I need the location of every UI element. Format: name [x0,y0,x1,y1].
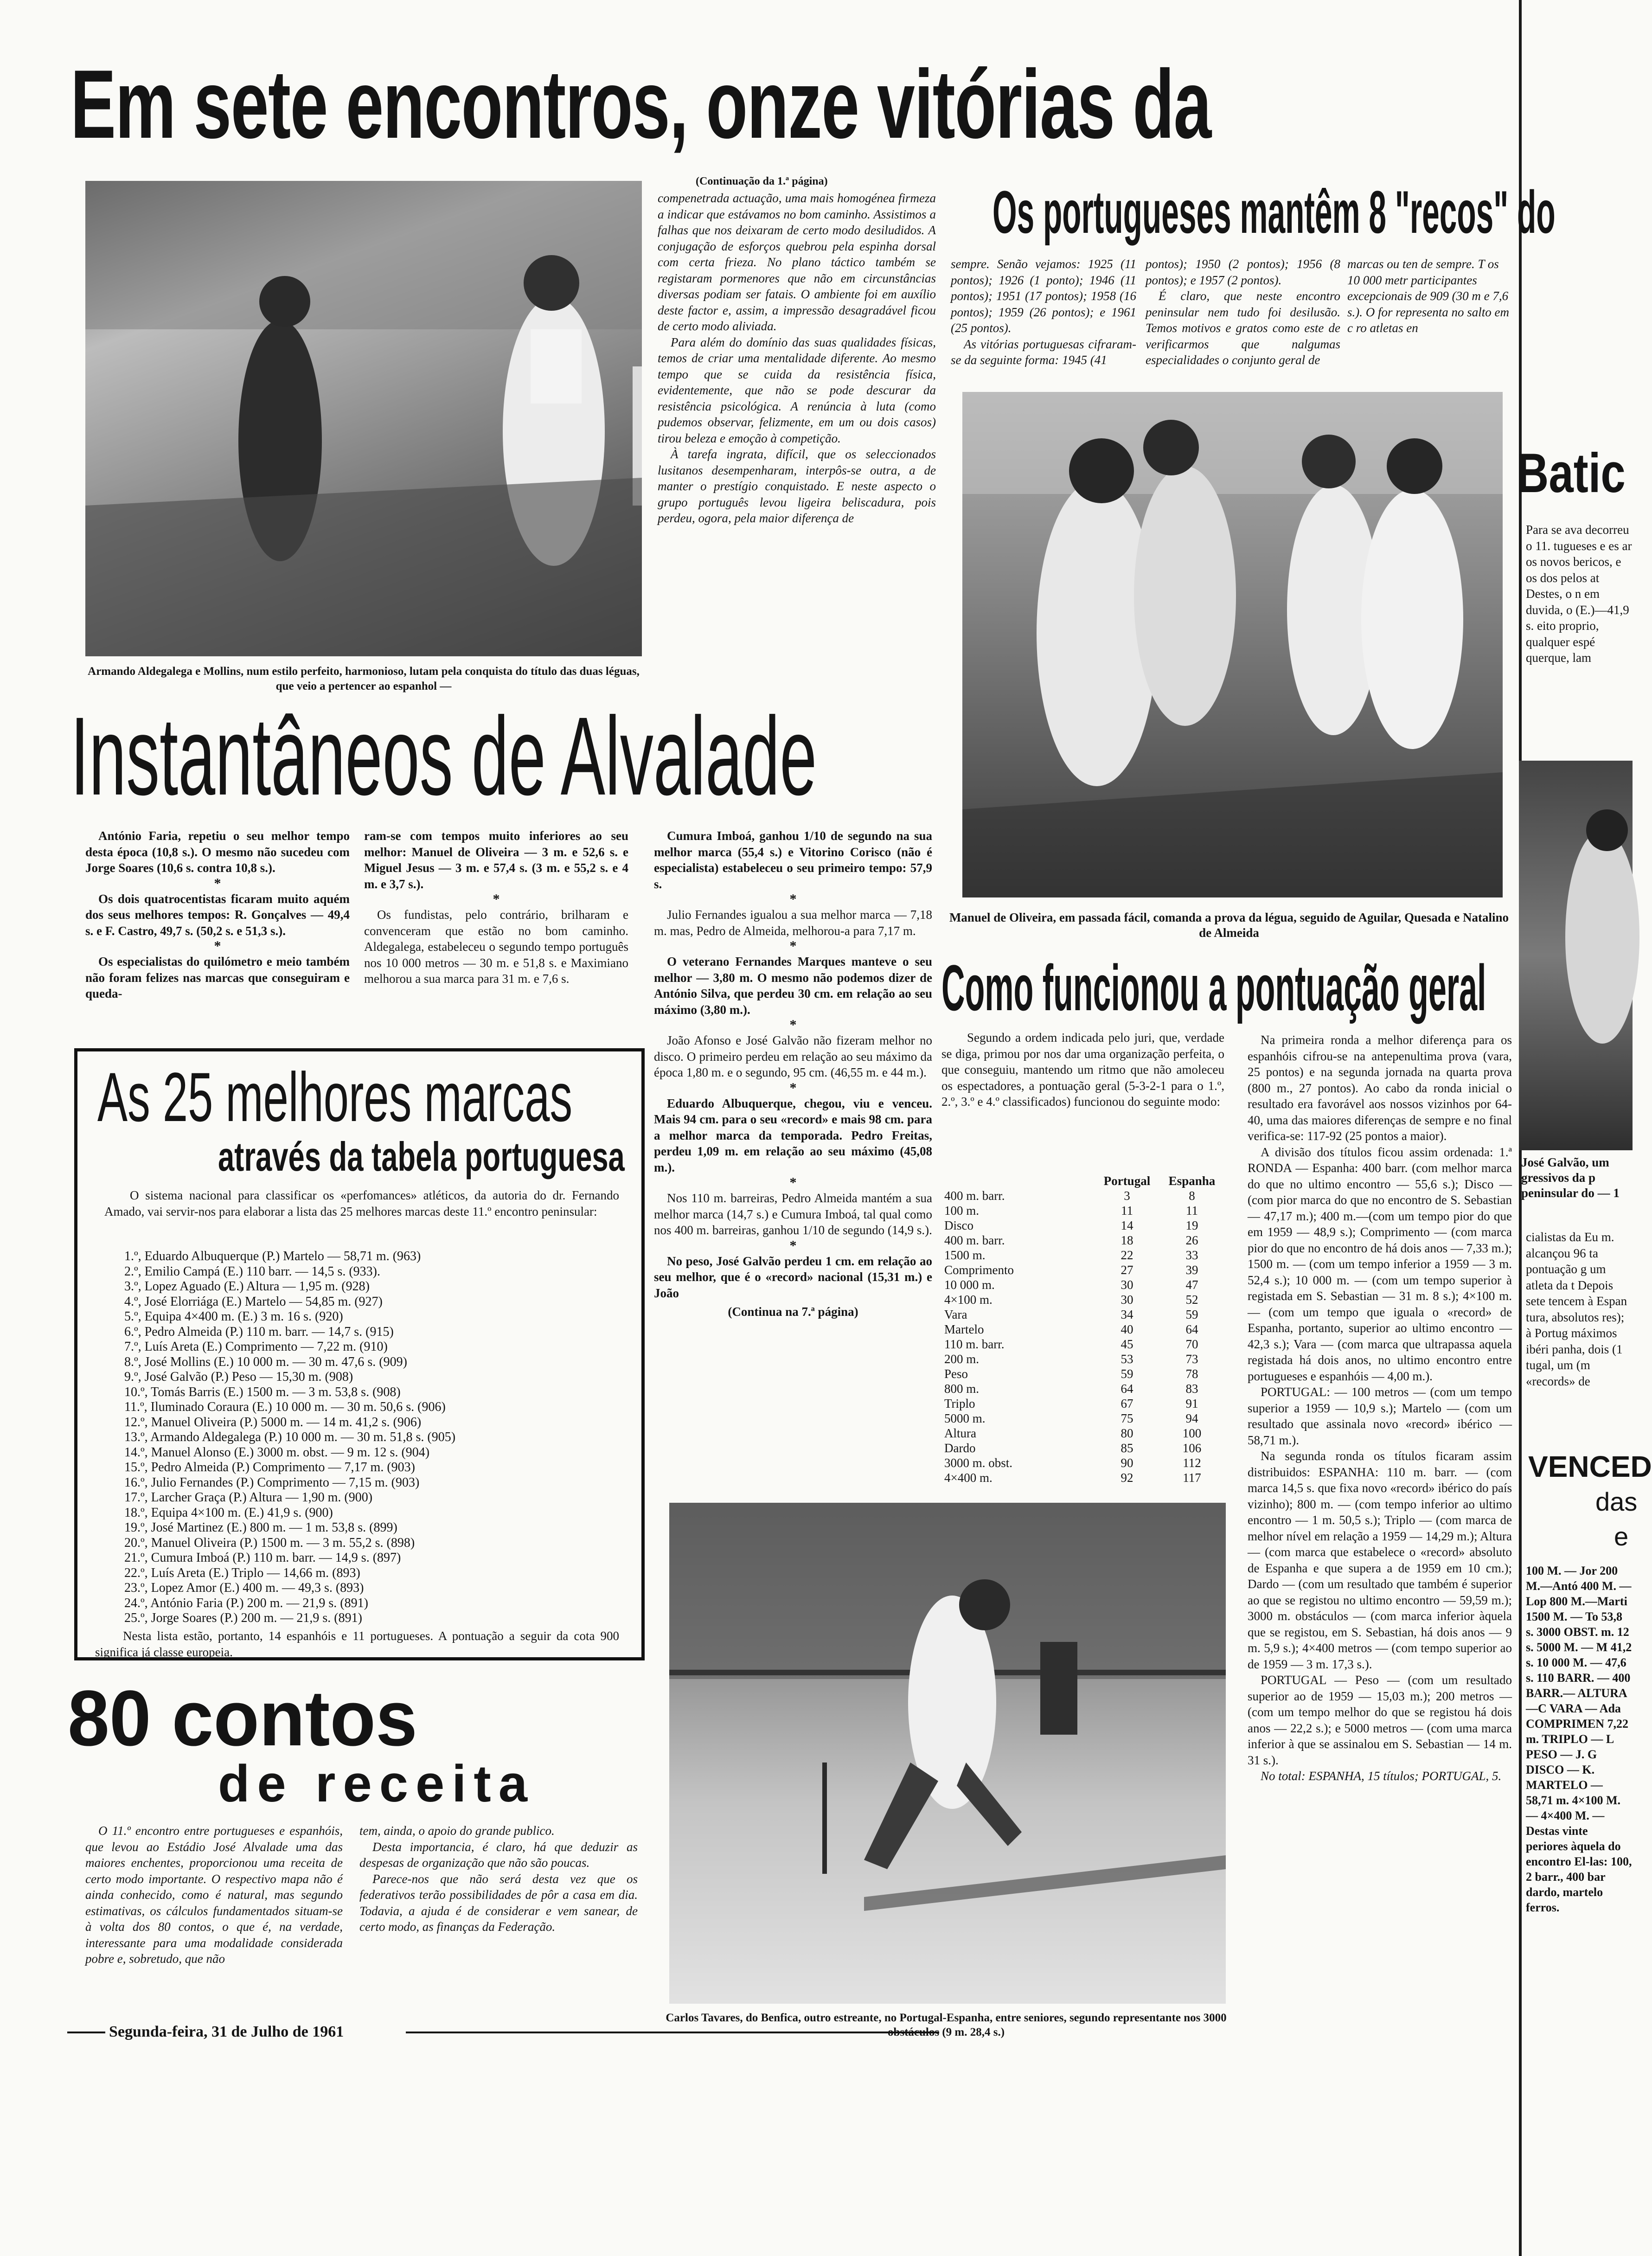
records-col-1 [951,256,1136,368]
points-table-row [941,1381,1224,1396]
points-table-row [941,1188,1224,1203]
points-header-cell [941,1173,1095,1188]
points-score-cell: 70 [1185,1337,1198,1351]
points-table-row [941,1441,1224,1455]
points-event-cell: 3000 m. obst. [944,1456,1013,1470]
points-table-row [941,1277,1224,1292]
best25-row: 17.º, Larcher Graça (P.) Altura — 1,90 m. (900) [124,1490,373,1505]
points-event-cell: Disco [944,1218,973,1232]
contos-col-2 [359,1823,638,1935]
points-score-cell: 117 [1183,1471,1201,1485]
instant-paragraph: António Faria, repetiu o seu melhor tempo desta época (10,8 s.). O mesmo não sucedeu com Jorge Soares (10,6 s. contra 10,8 s.). [85,829,350,875]
pontuacao-paragraph: Na primeira ronda a melhor diferença para os espanhóis cifrou-se na antepenultima prova (vara, 25 pontos) e na segunda jornada na quarta prova (800 m., 27 pontos). Ao cabo da ronda inicial o resultado era favorável aos nossos vizinhos por 64-40, uma das maiores diferenças de sempre e no final verifica-se: 117-92 (25 pontos a maior). [1248,1033,1512,1143]
points-score-cell: 64 [1185,1322,1198,1336]
points-table-row [941,1203,1224,1218]
points-score-cell: 91 [1185,1397,1198,1410]
points-event-cell: 5000 m. [944,1411,986,1425]
best25-title: As 25 melhores marcas [97,1058,573,1136]
points-score-cell: 39 [1185,1263,1198,1277]
points-header-cell: Portugal [1103,1174,1151,1188]
points-event-cell: Triplo [944,1397,975,1410]
best25-row: 11.º, Iluminado Coraura (E.) 10 000 m. — 30 m. 50,6 s. (906) [124,1400,446,1414]
vencedores-list: 100 M. — Jor 200 M.—Antó 400 M. — Lop 800 M.—Marti 1500 M. — To 53,8 s. 3000 OBST. m. 12 s. 5000 M. — M 41,2 s. 10 000 M. — 47,6 s. 110 BARR. — 400 BARR.— ALTURA—C VARA — Ada COMPRIMEN 7,22 m. TRIPLO — L PESO — J. G DISCO — K. MARTELO — 58,71 m. 4×100 M. — 4×400 M. — Destas vinte periores àquela do encontro El-las: 100, 2 barr., 400 bar dardo, martelo ferros. [1526,1564,1632,1914]
points-score-cell: 34 [1121,1307,1133,1321]
points-score-cell: 75 [1121,1411,1133,1425]
pontuacao-right [1248,1032,1512,1784]
best25-row: 3.º, Lopez Aguado (E.) Altura — 1,95 m. (928) [124,1279,370,1294]
points-score-cell: 94 [1185,1411,1198,1425]
instant-paragraph: No peso, José Galvão perdeu 1 cm. em relação ao seu melhor, que é o «record» nacional (15,31 m.) e João [654,1254,932,1300]
best25-row: 20.º, Manuel Oliveira (P.) 1500 m. — 3 m. 55,2 s. (898) [124,1535,415,1550]
points-score-cell: 100 [1182,1426,1202,1440]
best25-row: 15.º, Pedro Almeida (P.) Comprimento — 7,17 m. (903) [124,1460,415,1474]
points-table-row [941,1366,1224,1381]
contos-title-2: de receita [218,1755,535,1813]
points-score-cell: 90 [1121,1456,1133,1470]
points-score-cell: 64 [1121,1382,1133,1396]
separator-star: * [789,1017,797,1032]
photo-aldegalega-mollins [85,181,642,656]
separator-star: * [493,891,500,907]
points-event-cell: Comprimento [944,1263,1014,1277]
contos-paragraph: tem, ainda, o apoio do grande publico. [359,1824,555,1838]
records-title: Os portugueses mantêm 8 "recos" do [992,178,1556,246]
continuation-text [658,190,936,526]
instant-paragraph: Cumura Imboá, ganhou 1/10 de segundo na sua melhor marca (55,4 s.) e Vitorino Corisco (não é especialista) estabeleceu o seu primeiro tempo: 57,9 s. [654,829,932,891]
records-col-2 [1146,256,1340,368]
points-score-cell: 85 [1121,1441,1133,1455]
points-table-row [941,1337,1224,1352]
masthead-title: Em sete encontros, onze vitórias da [70,50,1211,159]
points-score-cell: 8 [1189,1189,1195,1203]
separator-star: * [789,938,797,954]
records-paragraph: pontos); 1950 (2 pontos); 1956 (8 pontos); e 1957 (2 pontos). [1146,257,1340,287]
points-event-cell: 110 m. barr. [944,1337,1005,1351]
points-table-row [941,1307,1224,1322]
best25-row: 2.º, Emilio Campá (E.) 110 barr. — 14,5 s. (933). [124,1264,381,1279]
continua-label: (Continua na 7.ª página) [728,1305,858,1319]
date-rule-left [67,2032,105,2033]
best25-list [124,1249,616,1626]
points-score-cell: 26 [1185,1233,1198,1247]
points-event-cell: 400 m. barr. [944,1233,1005,1247]
points-table-row [941,1218,1224,1233]
best25-row: 14.º, Manuel Alonso (E.) 3000 m. obst. — 9 m. 12 s. (904) [124,1445,430,1460]
points-score-cell: 19 [1185,1218,1198,1232]
points-score-cell: 27 [1121,1263,1133,1277]
instant-paragraph: João Afonso e José Galvão não fizeram melhor no disco. O primeiro perdeu em relação ao seu máximo da época 1,80 m. e o segundo, 95 cm. (46,55 m. e 44 m.). [654,1033,932,1079]
points-table-row [941,1470,1224,1485]
instant-paragraph: Os dois quatrocentistas ficaram muito aquém dos seus melhores tempos: R. Gonçalves — 49,4 s. e F. Castro, 49,7 s. (50,2 s. e 51,3 s.). [85,891,350,938]
best25-row: 1.º, Eduardo Albuquerque (P.) Martelo — 58,71 m. (963) [124,1249,421,1263]
photo-manuel-oliveira-caption: Manuel de Oliveira, em passada fácil, comanda a prova da légua, seguido de Aguilar, Quesada e Natalino de Almeida [949,910,1509,940]
continuation-paragraph: À tarefa ingrata, difícil, que os seleccionados lusitanos desempenharam, interpôs-se outra, a de manter o prestígio conquistado. E neste aspecto o grupo português levou ligeira beliscadura, pois perdeu, ogora, pela maior diferença de [658,447,936,525]
records-paragraph: sempre. Senão vejamos: 1925 (11 pontos); 1926 (1 ponto); 1946 (11 pontos); 1951 (17 pontos); 1958 (16 pontos); 1959 (26 pontos); e 1961 (25 pontos). [951,257,1136,335]
pontuacao-paragraph: Na segunda ronda os títulos ficaram assim distribuidos: ESPANHA: 110 m. barr. — (com marca 14,5 s. que fixa novo «record» ibérico do país vizinho); 800 m. — (com tempo inferior ao ultimo encontro — 1 m. 50,5 s.); Triplo — (com marca de melhor nível em relação a 1959 — 14,29 m.); Altura — (com marca que estabelece o «record» absoluto de Espanha e que supera a de 1959 em 10 cm.); Dardo — (com um resultado que também é superior ao que se registou no ultimo encontro — 59,59 m.); 3000 m. obstáculos — (com marca inferior àquela que se registou, em S. Sebastian, há dois anos — 9 m. 5,9 s.); 4×400 metros — (com tempo superior ao de 1959 — 3 m. 17,3 s.). [1248,1449,1512,1671]
photo-manuel-oliveira [962,392,1503,897]
points-event-cell: 1500 m. [944,1248,986,1262]
points-table-row [941,1426,1224,1441]
points-score-cell: 45 [1121,1337,1133,1351]
best25-row: 4.º, José Elorriága (E.) Martelo — 54,85 m. (927) [124,1294,383,1309]
points-event-cell: 100 m. [944,1204,980,1218]
points-score-cell: 67 [1121,1397,1133,1410]
points-score-cell: 73 [1185,1352,1198,1366]
separator-star: * [789,1237,797,1253]
best25-row: 5.º, Equipa 4×400 m. (E.) 3 m. 16 s. (920) [124,1309,343,1324]
points-table [941,1173,1224,1485]
records-paragraph: É claro, que neste encontro peninsular nem tudo foi desilusão. Temos motivos e gratos como este de verificarmos que nalgumas especialidades o conjunto geral de [1146,289,1340,367]
points-score-cell: 80 [1121,1426,1133,1440]
points-score-cell: 11 [1185,1204,1198,1218]
best25-row: 21.º, Cumura Imboá (P.) 110 m. barr. — 14,9 s. (897) [124,1551,401,1565]
points-table-row [941,1248,1224,1263]
instantaneos-col-2 [364,828,628,987]
points-event-cell: Martelo [944,1322,984,1336]
points-table-header [941,1173,1224,1188]
separator-star: * [214,938,221,954]
best25-row: 19.º, José Martinez (E.) 800 m. — 1 m. 53,8 s. (899) [124,1520,397,1535]
best25-row: 22.º, Luís Areta (E.) Triplo — 14,66 m. (893) [124,1565,360,1580]
best25-outro: Nesta lista estão, portanto, 14 espanhóis e 11 portugueses. A pontuação a seguir da cota 900 significa já classe europeia. [95,1629,619,1659]
points-event-cell: 4×100 m. [944,1293,992,1307]
pontuacao-paragraph: PORTUGAL — Peso — (com um resultado superior ao de 1959 — 15,03 m.); 200 metros — (com um tempo melhor do que se registou há dois anos — 22,2 s.); e 5000 metros — (com uma marca inferior à que se assinalou em S. Sebastian — 14 m. 31 s.). [1248,1673,1512,1767]
points-score-cell: 47 [1185,1278,1198,1292]
vencedores-title: VENCED [1528,1450,1652,1483]
separator-star: * [214,875,221,891]
continuation-paragraph: compenetrada actuação, uma mais homogénea firmeza a indicar que estávamos no bom caminho. Assistimos a falhas que nos deixaram de certo modo desiludidos. A conjugação de esforços quebrou pela espinha dorsal com certa frieza. No plano táctico também se registaram pormenores que não em circunstâncias diversas podiam ser fatais. O ambiente foi em auxílio deste factor e, assim, a impressão desagradável ficou de certo modo aliviada. [658,191,936,333]
points-score-cell: 40 [1121,1322,1133,1336]
instantaneos-col-1 [85,828,350,1002]
points-score-cell: 83 [1185,1382,1198,1396]
best25-row: 23.º, Lopez Amor (E.) 400 m. — 49,3 s. (893) [124,1581,364,1595]
points-score-cell: 30 [1121,1293,1133,1307]
best25-row: 7.º, Luís Areta (E.) Comprimento — 7,22 m. (910) [124,1340,388,1354]
instant-paragraph: O veterano Fernandes Marques manteve o seu melhor — 3,80 m. O mesmo não podemos dizer de António Silva, que perdeu 30 cm. em relação ao seu máximo (3,80 m.). [654,955,932,1017]
best25-row: 8.º, José Mollins (E.) 10 000 m. — 30 m. 47,6 s. (909) [124,1354,407,1369]
contos-title-1: 80 contos [68,1674,417,1762]
separator-star: * [789,1175,797,1190]
best25-row: 10.º, Tomás Barris (E.) 1500 m. — 3 m. 53,8 s. (908) [124,1384,401,1399]
points-score-cell: 18 [1121,1233,1133,1247]
points-event-cell: Peso [944,1367,968,1381]
best25-subtitle: através da tabela portuguesa [218,1134,625,1179]
best25-row: 6.º, Pedro Almeida (P.) 110 m. barr. — 14,7 s. (915) [124,1324,394,1339]
points-score-cell: 52 [1185,1293,1198,1307]
continuation-paragraph: Para além do domínio das suas qualidades físicas, temos de criar uma mentalidade diferente. Ao mesmo tempo que se cuida da resistência física, evidentemente, que não se pode descurar da resistência psicológica. A renúncia à luta (como pudemos observar, felizmente, em um ou dois casos) tirou beleza e emoção à competição. [658,335,936,445]
best25-row: 24.º, António Faria (P.) 200 m. — 21,9 s. (891) [124,1596,368,1610]
points-event-cell: 200 m. [944,1352,980,1366]
best25-intro: O sistema nacional para classificar os «perfomances» atléticos, da autoria do dr. Fernando Amado, vai servir-nos para elaborar a lista das 25 melhores marcas deste 11.º encontro peninsular: [104,1188,619,1218]
photo-carlos-tavares [669,1503,1226,2004]
date-line: Segunda-feira, 31 de Julho de 1961 [109,2023,344,2040]
points-score-cell: 92 [1121,1471,1133,1485]
best25-row: 13.º, Armando Aldegalega (P.) 10 000 m. — 30 m. 51,8 s. (905) [124,1430,456,1444]
points-table-row [941,1292,1224,1307]
contos-paragraph: Parece-nos que não será desta vez que os federativos terão possibilidades de pôr a casa em dia. Todavia, a ajuda é de considerar e vem sanear, de certo modo, as finanças da Federação. [359,1871,638,1934]
points-table-row [941,1263,1224,1277]
pontuacao-title: Como funcionou a pontuação geral [941,951,1486,1024]
best25-row: 9.º, José Galvão (P.) Peso — 15,30 m. (908) [124,1370,353,1384]
photo-carlos-tavares-caption: Carlos Tavares, do Benfica, outro estreante, no Portugal-Espanha, entre seniores, segundo representante nos 3000 obstáculos (9 m. 28,4 s.) [666,2012,1227,2038]
instant-paragraph: Eduardo Albuquerque, chegou, viu e venceu. Mais 94 cm. para o seu «record» e mais 98 cm. para a melhor marca da temporada. Pedro Freitas, perdeu 1,09 m. em relação ao seu máximo (45,08 m.). [654,1096,932,1174]
best25-row: 16.º, Julio Fernandes (P.) Comprimento — 7,15 m. (903) [124,1475,420,1490]
instant-paragraph: Julio Fernandes igualou a sua melhor marca — 7,18 m. mas, Pedro de Almeida, melhorou-a para 7,17 m. [654,908,932,938]
photo-jose-galvao-caption: José Galvão, um gressivos da p peninsular do — 1 [1521,1155,1620,1200]
points-table-row [941,1396,1224,1411]
points-score-cell: 22 [1121,1248,1133,1262]
points-table-row [941,1352,1224,1366]
points-event-cell: Dardo [944,1441,976,1455]
points-event-cell: 400 m. barr. [944,1189,1005,1203]
points-event-cell: Altura [944,1426,976,1440]
records-col-3: marcas ou ten de sempre. T os 10 000 metr participantes excepcionais de 909 (30 m e 7,6 s.). O for representa no salto em c ro atletas en [1347,257,1509,335]
separator-star: * [789,891,797,907]
separator-star: * [789,1080,797,1096]
photo-jose-galvao [1519,761,1633,1150]
points-score-cell: 3 [1124,1189,1130,1203]
points-event-cell: Vara [944,1307,967,1321]
instant-paragraph: Os especialistas do quilómetro e meio também não foram felizes nas marcas que conseguiram e queda- [85,955,350,1000]
best25-row: 12.º, Manuel Oliveira (P.) 5000 m. — 14 m. 41,2 s. (906) [124,1415,422,1429]
points-score-cell: 59 [1121,1367,1133,1381]
batio-title: Batic [1517,442,1626,504]
pontuacao-paragraph: A divisão dos títulos ficou assim ordenada: 1.ª RONDA — Espanha: 400 barr. (com melhor marca do que no ultimo encontro — 55,6 s.); Disco — (com pior marca do que no encontro de S. Sebastian — 47,17 m.); 400 m.—(com um tempo pior do que em 1959 — 48,9 s.); Comprimento — (com marca pior do que no encontro de há dois anos — 7,33 m.); 1500 m. — (com um tempo inferior a 1959 — 3 m. 52,4 s.); 10 000 m. — (com um tempo superior à registada em S. Sebastian — 31 m. 8 s.); 4×100 m. — (com um tempo que iguala o «record» de Espanha, portanto, superior ao ultimo encontro — 42,3 s.); Vara — (com marca que ultrapassa aquela registada há dois anos, no ultimo encontro entre portugueses e espanhóis — 4,00 m.). [1248,1145,1512,1383]
instant-paragraph: Nos 110 m. barreiras, Pedro Almeida mantém a sua melhor marca (14,7 s.) e Cumura Imboá, tal qual como nos 400 m. barreiras, ganhou 1/10 de segundo (14,9 s.). [654,1191,932,1237]
points-score-cell: 14 [1121,1218,1133,1232]
points-header-cell: Espanha [1168,1174,1216,1188]
right-edge-after: cialistas da Eu m. alcançou 96 ta pontuação g um atleta da t Depois sete tencem à Espan tura, absolutos res); à Portug máximos ibéri panha, dois (1 tugal, um (m «records» de [1526,1230,1627,1388]
points-score-cell: 33 [1185,1248,1198,1262]
instant-paragraph: ram-se com tempos muito inferiores ao seu melhor: Manuel de Oliveira — 3 m. e 52,6 s. e Miguel Jesus — 3 m. e 57,4 s. (3 m. e 55,2 s. e 4 m. e 3,7 s.). [364,829,628,891]
points-event-cell: 4×400 m. [944,1471,992,1485]
points-score-cell: 59 [1185,1307,1198,1321]
points-score-cell: 53 [1121,1352,1133,1366]
pontuacao-paragraph: PORTUGAL: — 100 metros — (com um tempo superior a 1959 — 10,9 s.); Martelo — (com um resultado que assinala novo «record» ibérico — 58,71 m.). [1248,1385,1512,1447]
contos-paragraph: Desta importancia, é claro, há que deduzir as despesas de organização que não são poucas. [359,1839,638,1870]
batio-text: Para se ava decorreu o 11. tugueses e es ar os novos bericos, e os dos pelos at Destes, o n em duvida, o (E.)—41,9 s. eito proprio, qualquer espé querque, lam [1526,523,1632,665]
best25-row: 18.º, Equipa 4×100 m. (E.) 41,9 s. (900) [124,1505,333,1520]
points-table-row [941,1411,1224,1426]
photo-aldegalega-caption: Armando Aldegalega e Mollins, num estilo perfeito, harmonioso, lutam pela conquista do título das duas léguas, que veio a pertencer ao espanhol — [88,665,640,692]
instant-paragraph: Os fundistas, pelo contrário, brilharam e convenceram que estão no bom caminho. Aldegalega, estabeleceu o segundo tempo português nos 10 000 metros — 30 m. e 51,8 s. e Maximiano melhorou a sua marca para 31 m. e 7,6 s. [364,908,628,986]
vencedores-e: e [1614,1522,1629,1551]
points-table-row [941,1322,1224,1337]
records-paragraph: As vitórias portuguesas cifraram-se da seguinte forma: 1945 (41 [951,337,1136,367]
points-score-cell: 11 [1121,1204,1133,1218]
continuation-label: (Continuação da 1.ª página) [696,175,828,187]
points-table-row [941,1455,1224,1470]
points-event-cell: 10 000 m. [944,1278,995,1292]
points-score-cell: 106 [1182,1441,1202,1455]
points-table-row [941,1233,1224,1248]
instantaneos-col-3 [654,828,932,1320]
best25-row: 25.º, Jorge Soares (P.) 200 m. — 21,9 s. (891) [124,1611,362,1625]
points-score-cell: 78 [1185,1367,1198,1381]
vencedores-das: das [1595,1487,1638,1516]
points-score-cell: 112 [1183,1456,1201,1470]
points-event-cell: 800 m. [944,1382,980,1396]
points-score-cell: 30 [1121,1278,1133,1292]
contos-col-1: O 11.º encontro entre portugueses e espanhóis, que levou ao Estádio José Alvalade uma das maiores enchentes, proporcionou uma receita de certo modo importante. O respectivo mapa não é ainda conhecido, como é natural, mas segundo estimativas, os cálculos fundamentados situam-se à volta dos 80 contos, o que é, na verdade, interessante para uma modalidade considerada pobre e, sobretudo, que não [85,1824,343,1966]
pontuacao-intro: Segundo a ordem indicada pelo juri, que, verdade se diga, primou por nos dar uma organização perfeita, o que conseguiu, mantendo um ritmo que não amoleceu os espectadores, a pontuação geral (5-3-2-1 para o 1.º, 2.º, 3.º e 4.º classificados) funcionou do seguinte modo: [941,1031,1224,1109]
pontuacao-paragraph: No total: ESPANHA, 15 títulos; PORTUGAL, 5. [1261,1769,1502,1783]
instantaneos-title: Instantâneos de Alvalade [70,694,817,818]
